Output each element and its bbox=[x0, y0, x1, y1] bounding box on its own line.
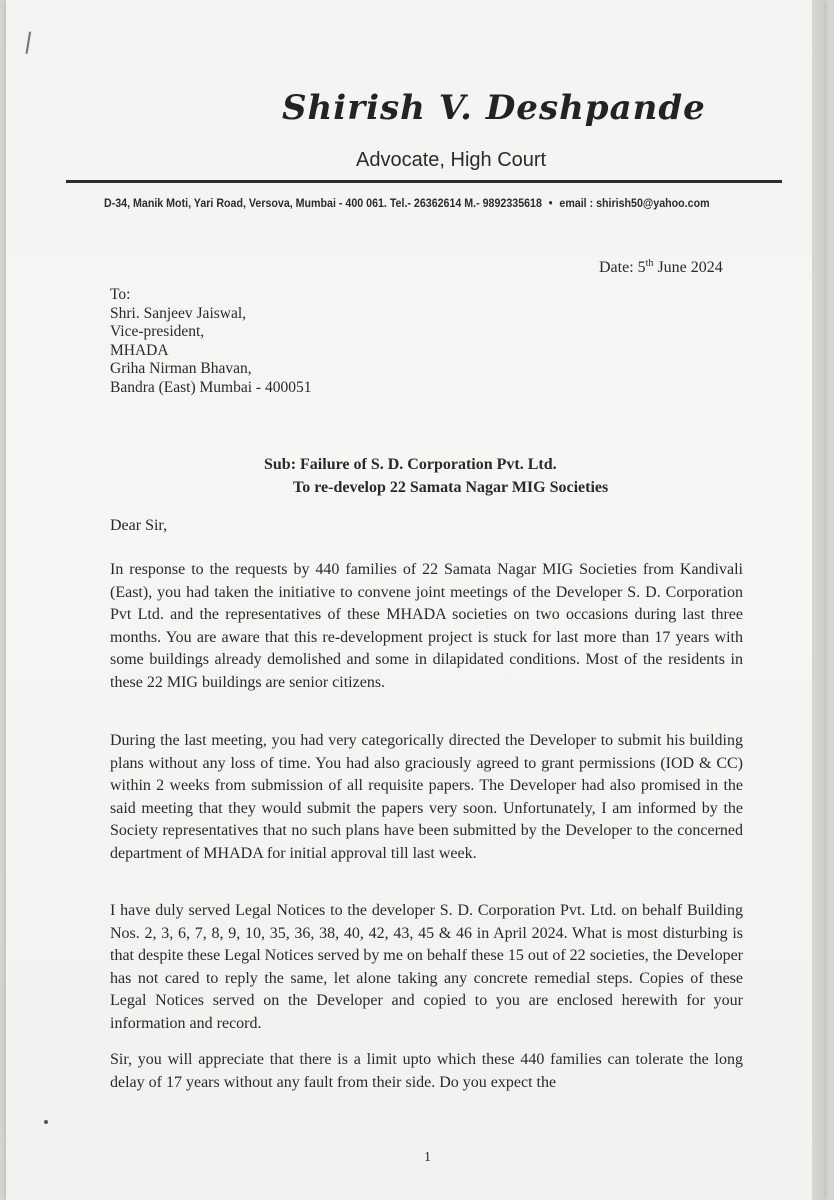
letterhead-contact-line bbox=[104, 196, 710, 210]
letterhead-name: Shirish V. Deshpande bbox=[282, 88, 706, 128]
address-line: MHADA bbox=[110, 341, 169, 359]
salutation: Dear Sir, bbox=[110, 517, 168, 534]
body-paragraph: In response to the requests by 440 families of 22 Samata Nagar MIG Societies from Kandivali (East), you had taken the initiative to convene joint meetings of the Developer S. D. Corporation Pvt Ltd. and the representatives of these MHADA societies on two occasions during last three months. You are aware that this re-development project is stuck for last more than 17 years with some buildings already demolished and some in dilapidated conditions. Most of the residents in these 22 MIG buildings are senior citizens. bbox=[110, 561, 743, 691]
address-line: Shri. Sanjeev Jaiswal, bbox=[110, 304, 247, 322]
page-number: 1 bbox=[424, 1150, 431, 1165]
subject-line-2: To re-develop 22 Samata Nagar MIG Societies bbox=[293, 479, 609, 496]
letter-page bbox=[6, 0, 824, 1200]
letterhead-address: D-34, Manik Moti, Yari Road, Versova, Mumbai - 400 061. Tel.- 26362614 M.- 9892335618 bbox=[104, 196, 542, 210]
letterhead-divider bbox=[66, 180, 782, 183]
page-edge-shadow bbox=[812, 0, 824, 1200]
letterhead-email: email : shirish50@yahoo.com bbox=[559, 196, 710, 210]
pen-mark: / bbox=[21, 27, 35, 59]
date-ordinal: th bbox=[645, 258, 654, 269]
body-paragraph: Sir, you will appreciate that there is a limit upto which these 440 families can tolerate the long delay of 17 years without any fault from their side. Do you expect the bbox=[110, 1051, 743, 1091]
bullet-separator: • bbox=[548, 196, 553, 210]
body-paragraph: I have duly served Legal Notices to the developer S. D. Corporation Pvt. Ltd. on behalf Building Nos. 2, 3, 6, 7, 8, 9, 10, 35, 36, 38, 40, 42, 43, 45 & 46 in April 2024. What is most disturbing is that despite these Legal Notices served by me on behalf these 15 out of 22 societies, the Developer has not cared to reply the same, let alone taking any concrete remedial steps. Copies of these Legal Notices served on the Developer and copied to you are enclosed herewith for your information and record. bbox=[110, 902, 743, 1032]
address-line: Bandra (East) Mumbai - 400051 bbox=[110, 378, 312, 396]
date-rest: June 2024 bbox=[653, 259, 723, 276]
recipient-address-block bbox=[110, 286, 311, 398]
ink-speck bbox=[44, 1120, 48, 1124]
subject-block bbox=[264, 453, 608, 499]
body-paragraph: During the last meeting, you had very categorically directed the Developer to submit his building plans without any loss of time. You had also graciously agreed to grant permissions (IOD & CC) within 2 weeks from submission of all requisite papers. The Developer had also promised in the said meeting that they would submit the papers very soon. Unfortunately, I am informed by the Society representatives that no such plans have been submitted by the Developer to the concerned department of MHADA for initial approval till last week. bbox=[110, 732, 743, 862]
subject-line-1: Sub: Failure of S. D. Corporation Pvt. Ltd. bbox=[264, 456, 557, 473]
address-line: To: bbox=[110, 286, 131, 303]
address-line: Griha Nirman Bhavan, bbox=[110, 360, 252, 378]
date-prefix: Date: 5 bbox=[599, 259, 646, 276]
address-line: Vice-president, bbox=[110, 323, 205, 341]
letterhead-title: Advocate, High Court bbox=[356, 149, 547, 171]
letter-date bbox=[599, 258, 723, 277]
